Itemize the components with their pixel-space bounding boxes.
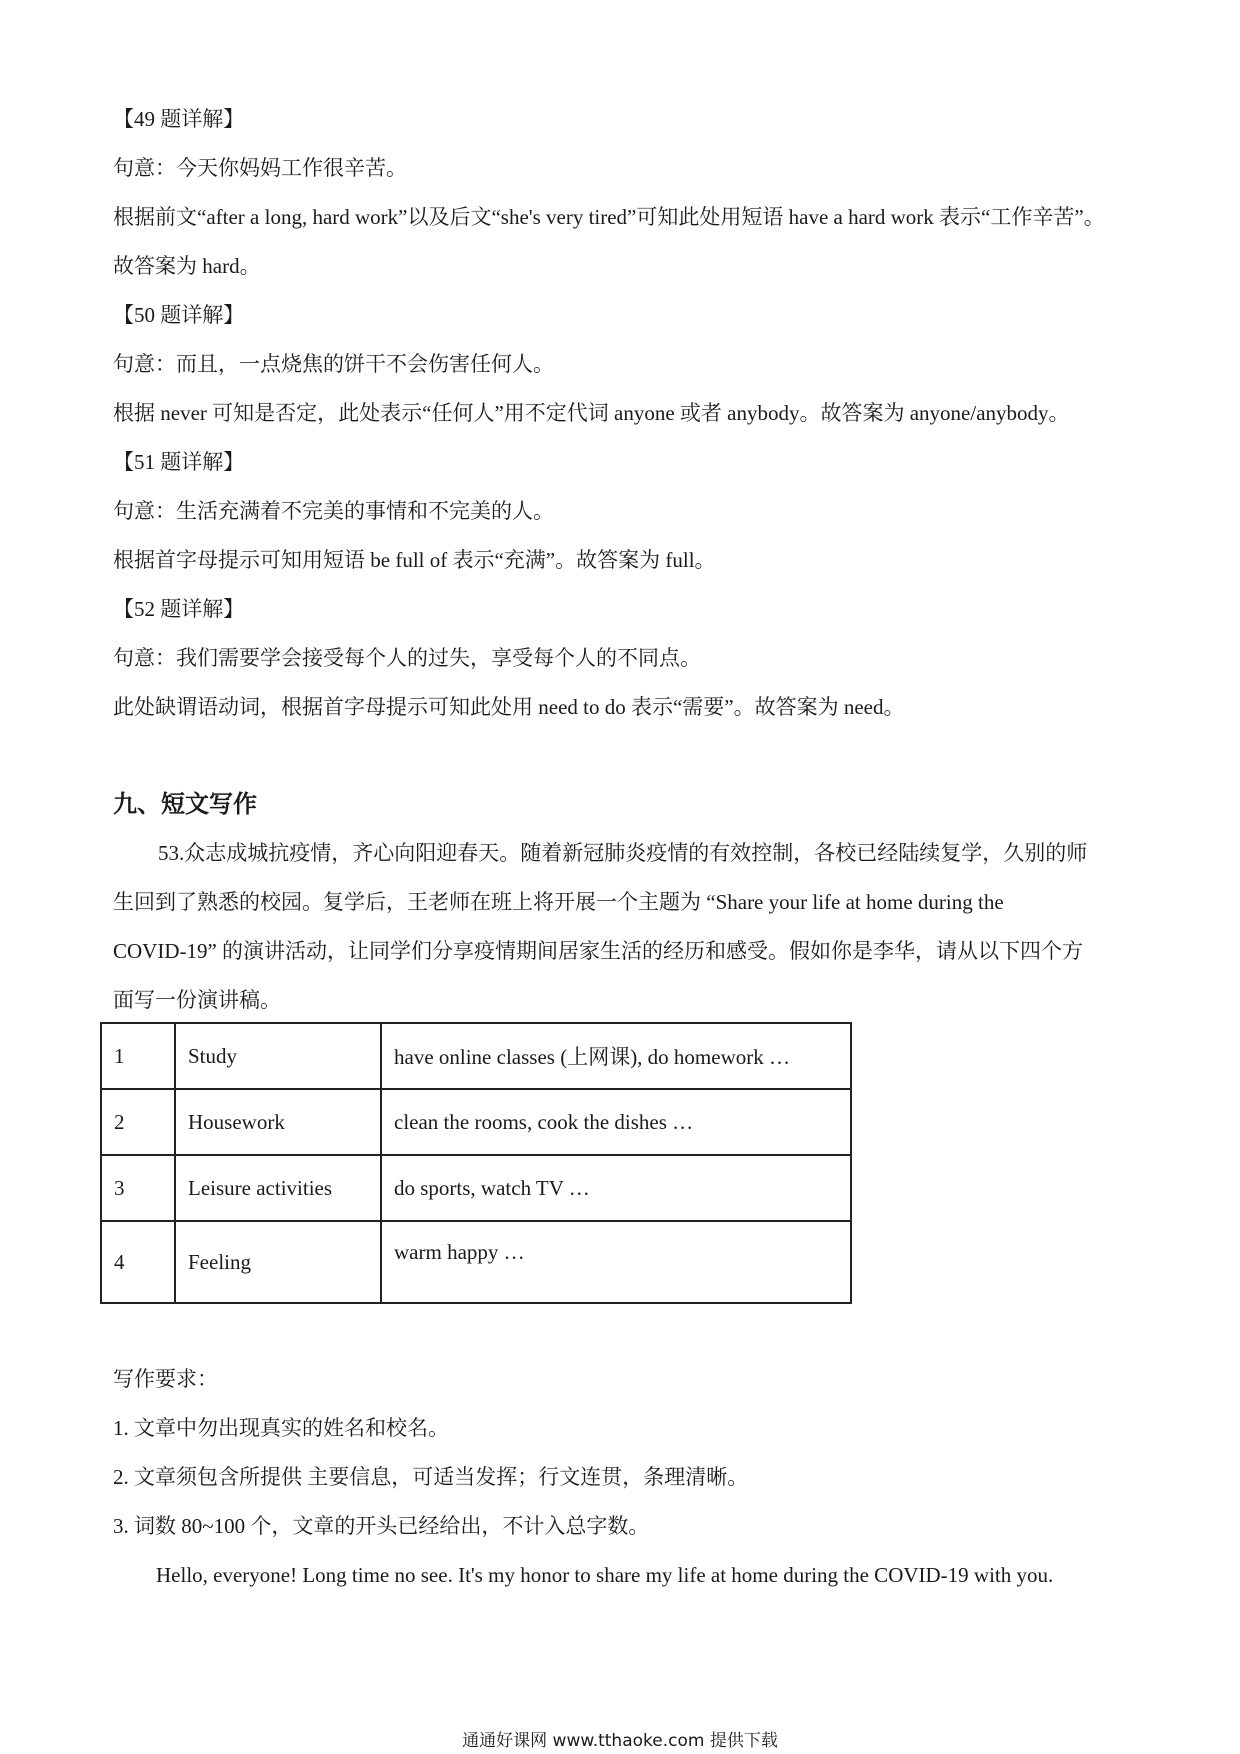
table-cell-topic: Housework xyxy=(175,1089,381,1155)
q51-reason: 根据首字母提示可知用短语 be full of 表示“充满”。故答案为 full。 xyxy=(113,548,716,572)
table-row xyxy=(101,1155,851,1221)
requirement-3: 3. 词数 80~100 个，文章的开头已经给出，不计入总字数。 xyxy=(113,1514,650,1538)
requirement-2: 2. 文章须包含所提供 主要信息，可适当发挥；行文连贯，条理清晰。 xyxy=(113,1465,749,1489)
q49-answer: 故答案为 hard。 xyxy=(113,254,261,278)
q50-meaning: 句意：而且，一点烧焦的饼干不会伤害任何人。 xyxy=(113,352,554,376)
table-cell-num: 3 xyxy=(101,1155,175,1221)
q52-reason: 此处缺谓语动词，根据首字母提示可知此处用 need to do 表示“需要”。故答案为 need。 xyxy=(113,695,905,719)
topics-table xyxy=(100,1022,852,1304)
table-cell-num: 4 xyxy=(101,1221,175,1303)
q50-reason: 根据 never 可知是否定，此处表示“任何人”用不定代词 anyone 或者 anybody。故答案为 anyone/anybody。 xyxy=(113,401,1070,425)
prompt-line-3: COVID-19” 的演讲活动，让同学们分享疫情期间居家生活的经历和感受。假如你是李华，请从以下四个方 xyxy=(113,939,1084,963)
q51-header: 【51 题详解】 xyxy=(113,450,245,474)
footer-source: 通通好课网 www.tthaoke.com 提供下载 xyxy=(462,1731,778,1751)
table-cell-num: 1 xyxy=(101,1023,175,1089)
q51-meaning: 句意：生活充满着不完美的事情和不完美的人。 xyxy=(113,499,554,523)
table-row xyxy=(101,1089,851,1155)
table-cell-hint: warm happy … xyxy=(381,1221,851,1303)
q49-reason: 根据前文“after a long, hard work”以及后文“she's very tired”可知此处用短语 have a hard work 表示“工作辛苦”。 xyxy=(113,205,1105,229)
opening-sentence: Hello, everyone! Long time no see. It's my honor to share my life at home during the COVID-19 with you. xyxy=(156,1563,1054,1587)
requirement-1: 1. 文章中勿出现真实的姓名和校名。 xyxy=(113,1416,449,1440)
table-row xyxy=(101,1023,851,1089)
q52-meaning: 句意：我们需要学会接受每个人的过失，享受每个人的不同点。 xyxy=(113,646,701,670)
prompt-line-1: 53.众志成城抗疫情，齐心向阳迎春天。随着新冠肺炎疫情的有效控制，各校已经陆续复学，久别的师 xyxy=(158,841,1088,865)
table-cell-hint: clean the rooms, cook the dishes … xyxy=(381,1089,851,1155)
table-cell-topic: Leisure activities xyxy=(175,1155,381,1221)
q49-header: 【49 题详解】 xyxy=(113,107,245,131)
prompt-line-2: 生回到了熟悉的校园。复学后，王老师在班上将开展一个主题为 “Share your life at home during the xyxy=(113,890,1004,914)
table-cell-topic: Feeling xyxy=(175,1221,381,1303)
requirements-title: 写作要求： xyxy=(113,1367,218,1391)
table-cell-topic: Study xyxy=(175,1023,381,1089)
q49-meaning: 句意：今天你妈妈工作很辛苦。 xyxy=(113,156,407,180)
table-cell-hint: have online classes (上网课), do homework … xyxy=(381,1023,851,1089)
table-row xyxy=(101,1221,851,1303)
table-cell-hint: do sports, watch TV … xyxy=(381,1155,851,1221)
prompt-line-4: 面写一份演讲稿。 xyxy=(113,988,281,1012)
table-cell-num: 2 xyxy=(101,1089,175,1155)
q50-header: 【50 题详解】 xyxy=(113,303,245,327)
q52-header: 【52 题详解】 xyxy=(113,597,245,621)
section-title: 九、短文写作 xyxy=(113,790,257,818)
